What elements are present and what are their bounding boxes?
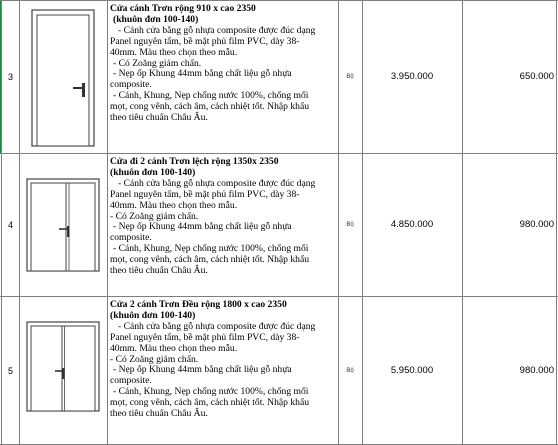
spec-line: - Có Zoăng giảm chấn. — [110, 353, 199, 365]
product-image-cell — [19, 0, 107, 153]
spec-line: 40mm. Màu theo chọn theo mẫu. — [110, 46, 238, 58]
product-title: Cửa cánh Trơn rộng 910 x cao 2350 — [110, 3, 256, 14]
grid-line — [107, 0, 108, 445]
unit-label: Bộ — [346, 73, 354, 80]
product-subtitle: (khuôn đơn 100-140) — [113, 13, 199, 25]
grid-line — [338, 0, 339, 445]
product-title: Cửa 2 cánh Trơn Đều rộng 1800 x cao 2350 — [110, 299, 287, 310]
spec-line: mọt, cong vênh, cách âm, cách nhiệt tốt. Nhập khẩu — [110, 254, 310, 266]
spec-line: - Cánh, Khung, Nẹp chống nước 100%, chống mối — [113, 243, 309, 255]
grid-line — [0, 296, 558, 297]
row-number: 3 — [7, 71, 13, 82]
unit-label: Bộ — [346, 367, 354, 374]
product-image-cell — [19, 296, 107, 445]
grid-line — [0, 0, 558, 1]
spec-line: Panel nguyên tấm, bề mặt phủ film PVC, dày 38- — [110, 331, 300, 343]
product-subtitle: (khuôn đơn 100-140) — [110, 309, 196, 321]
unit-price: 4.850.000 — [390, 219, 434, 230]
uneven-double-door-icon — [26, 178, 102, 273]
unit-price: 3.950.000 — [390, 71, 434, 82]
table-row — [0, 0, 558, 153]
product-description — [107, 153, 338, 296]
grid-line — [1, 0, 2, 445]
spec-line: 40mm. Màu theo chọn theo mẫu. — [110, 342, 238, 354]
equal-double-door-icon — [26, 321, 102, 413]
spec-line: theo tiêu chuẩn Châu Âu. — [110, 112, 208, 124]
spec-line: composite. — [110, 375, 152, 387]
grid-line — [0, 153, 558, 154]
spec-line: composite. — [110, 79, 152, 91]
spec-line: - Nẹp ốp Khung 44mm bằng chất liệu gỗ nhựa — [113, 68, 292, 80]
spec-line: mọt, cong vênh, cách âm, cách nhiệt tốt. Nhập khẩu — [110, 397, 310, 409]
spec-line: - Cánh cửa bằng gỗ nhựa composite được đúc dạng — [118, 24, 316, 36]
product-title: Cửa đi 2 cánh Trơn lệch rộng 1350x 2350 — [110, 156, 279, 167]
product-image-cell — [19, 153, 107, 296]
row-number: 4 — [7, 219, 13, 230]
unit-label: Bộ — [346, 221, 354, 228]
table-row — [0, 153, 558, 296]
spec-line: composite. — [110, 232, 152, 244]
grid-line — [362, 0, 363, 445]
product-description — [107, 296, 338, 445]
spec-line: - Nẹp ốp Khung 44mm bằng chất liệu gỗ nhựa — [113, 364, 292, 376]
spec-line: - Cánh cửa bằng gỗ nhựa composite được đúc dạng — [118, 177, 316, 189]
single-door-icon — [31, 9, 97, 147]
row-number: 5 — [7, 365, 13, 376]
grid-line — [19, 0, 20, 445]
product-description — [107, 0, 338, 153]
spec-line: - Cánh cửa bằng gỗ nhựa composite được đúc dạng — [118, 320, 316, 332]
spec-line: - Cánh, Khung, Nẹp chống nước 100%, chống mối — [113, 386, 309, 398]
product-subtitle: (khuôn đơn 100-140) — [110, 166, 196, 178]
install-price: 980.000 — [519, 365, 554, 376]
spec-line: - Nẹp ốp Khung 44mm bằng chất liệu gỗ nhựa — [113, 221, 292, 233]
grid-line — [462, 0, 463, 445]
grid-line — [556, 0, 557, 445]
install-price: 650.000 — [519, 71, 554, 82]
spec-line: mọt, cong vênh, cách âm, cách nhiệt tốt. Nhập khẩu — [110, 101, 310, 113]
spec-line: Panel nguyên tấm, bề mặt phủ film PVC, dày 38- — [110, 188, 300, 200]
spec-line: Panel nguyên tấm, bề mặt phủ film PVC, dày 38- — [110, 35, 300, 47]
spec-line: - Cánh, Khung, Nẹp chống nước 100%, chống mối — [113, 90, 309, 102]
install-price: 980.000 — [519, 219, 554, 230]
spec-line: - Có Zoăng giảm chấn. — [113, 57, 202, 69]
spec-line: - Có Zoăng giảm chấn. — [110, 210, 199, 222]
unit-price: 5.950.000 — [390, 365, 434, 376]
spec-line: theo tiêu chuẩn Châu Âu. — [110, 265, 208, 277]
spec-line: theo tiêu chuẩn Châu Âu. — [110, 408, 208, 420]
table-row — [0, 296, 558, 445]
spec-line: 40mm. Màu theo chọn theo mẫu. — [110, 199, 238, 211]
